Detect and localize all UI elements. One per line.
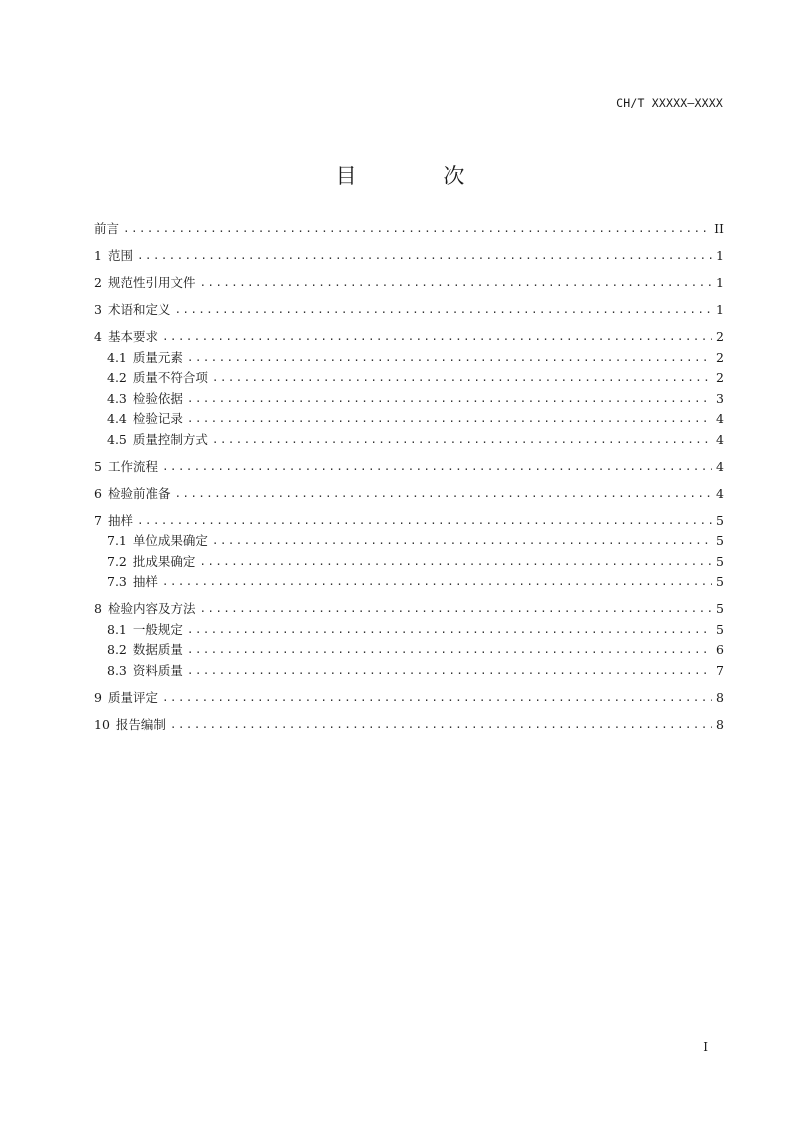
toc-entry-page: 5 [716, 533, 724, 548]
toc-entry-text: 单位成果确定 [132, 533, 208, 548]
dot-leader [199, 599, 712, 620]
dot-leader [187, 661, 712, 682]
toc-entry[interactable] [94, 640, 724, 661]
toc-entry-number: 8.1 [107, 621, 127, 637]
toc-entry-page: 5 [716, 601, 724, 616]
dot-leader [137, 511, 712, 532]
toc-entry-number: 4.4 [107, 411, 127, 426]
toc-entry-text: 质量控制方式 [132, 431, 208, 447]
toc-entry-page: 2 [716, 370, 724, 385]
toc-entry-number: 4 [94, 329, 102, 344]
dot-leader [137, 246, 712, 267]
toc-entry-page: 7 [716, 662, 724, 678]
dot-leader [162, 572, 712, 593]
toc-entry-text: 抽样 [132, 574, 158, 589]
toc-entry-page: 3 [716, 390, 724, 406]
toc-entry-label [107, 389, 183, 410]
toc-entry-label [94, 511, 133, 532]
toc-entry-label [107, 552, 195, 573]
toc-entry[interactable] [94, 715, 724, 736]
toc-entry-text: 抽样 [107, 512, 133, 528]
toc-entry-text: 质量评定 [107, 689, 158, 705]
dot-leader [174, 484, 712, 505]
dot-leader [187, 348, 712, 369]
toc-entry-text: 范围 [107, 248, 133, 263]
dot-leader [162, 688, 712, 709]
toc-entry-label [94, 599, 195, 620]
dot-leader [187, 389, 712, 410]
toc-entry-page: 2 [716, 349, 724, 365]
dot-leader [162, 327, 712, 348]
toc-entry-number: 2 [94, 275, 102, 290]
toc-entry-number: 7 [94, 512, 102, 528]
toc-entry[interactable] [94, 457, 724, 478]
toc-entry-page: 4 [716, 411, 724, 426]
page-number: I [703, 1040, 708, 1054]
dot-leader [162, 457, 712, 478]
toc-entry-text: 前言 [94, 221, 120, 236]
toc-entry-page: 2 [716, 329, 724, 344]
dot-leader [187, 409, 712, 430]
toc-entry-label [107, 620, 183, 641]
toc-entry-page: 8 [716, 689, 724, 705]
toc-entry[interactable] [94, 219, 724, 240]
toc-entry-number: 9 [94, 689, 102, 705]
standard-code: CH/T XXXXX—XXXX [616, 96, 723, 110]
toc-entry-page: 5 [716, 621, 724, 637]
toc-entry[interactable] [94, 511, 724, 532]
toc-entry-number: 4.3 [107, 390, 127, 406]
toc-entry[interactable] [94, 300, 724, 321]
toc-entry[interactable] [94, 620, 724, 641]
toc-entry-text: 质量元素 [132, 349, 183, 365]
toc-entry-text: 批成果确定 [132, 553, 196, 569]
toc-entry[interactable] [94, 599, 724, 620]
toc-entry[interactable] [94, 572, 724, 593]
dot-leader [187, 620, 712, 641]
toc-entry[interactable] [94, 368, 724, 389]
toc-entry-page: 4 [716, 458, 724, 474]
toc-entry-label [94, 327, 158, 348]
toc-entry[interactable] [94, 246, 724, 267]
toc-entry-label [107, 409, 183, 430]
toc-entry-text: 工作流程 [107, 458, 158, 474]
toc-entry-number: 8 [94, 601, 102, 616]
toc-entry-text: 报告编制 [115, 716, 166, 732]
toc-entry-number: 7.1 [107, 533, 127, 548]
toc-entry-number: 5 [94, 458, 102, 474]
toc-entry-page: II [714, 221, 724, 236]
toc-entry[interactable] [94, 389, 724, 410]
toc-entry-page: 5 [716, 574, 724, 589]
toc-entry-number: 3 [94, 302, 102, 317]
toc-entry[interactable] [94, 409, 724, 430]
toc-entry-text: 检验内容及方法 [107, 601, 196, 616]
toc-entry-page: 8 [716, 716, 724, 732]
toc-entry-label [94, 300, 170, 321]
toc-entry-text: 规范性引用文件 [107, 275, 196, 290]
toc-entry-text: 检验依据 [132, 390, 183, 406]
toc-entry-label [107, 572, 158, 593]
toc-entry-page: 5 [716, 553, 724, 569]
toc-entry-text: 检验前准备 [107, 485, 171, 501]
dot-leader [199, 552, 712, 573]
toc-entry[interactable] [94, 531, 724, 552]
toc-entry-page: 4 [716, 485, 724, 501]
toc-entry-label [94, 484, 170, 505]
toc-entry-number: 4.5 [107, 431, 127, 447]
dot-leader [199, 273, 712, 294]
toc-entry[interactable] [94, 348, 724, 369]
toc-entry-number: 7.3 [107, 574, 127, 589]
toc-entry-label [107, 430, 208, 451]
toc-entry-label [94, 246, 133, 267]
toc-entry-number: 4.2 [107, 370, 127, 385]
table-of-contents [94, 219, 724, 735]
toc-entry-page: 1 [716, 248, 724, 263]
toc-entry-page: 6 [716, 642, 724, 657]
toc-entry[interactable] [94, 552, 724, 573]
toc-entry-number: 1 [94, 248, 102, 263]
toc-entry-label [94, 273, 195, 294]
toc-entry-label [94, 715, 166, 736]
dot-leader [187, 640, 712, 661]
toc-entry-page: 1 [716, 302, 724, 317]
toc-entry-label [107, 640, 183, 661]
dot-leader [174, 300, 712, 321]
toc-entry-label [107, 531, 208, 552]
toc-title: 目 次 [335, 164, 505, 188]
toc-entry[interactable] [94, 273, 724, 294]
toc-entry-text: 质量不符合项 [132, 370, 208, 385]
toc-entry-page: 4 [716, 431, 724, 447]
dot-leader [170, 715, 712, 736]
toc-entry-text: 一般规定 [132, 621, 183, 637]
toc-entry[interactable] [94, 327, 724, 348]
toc-entry-label [94, 457, 158, 478]
toc-entry[interactable] [94, 661, 724, 682]
toc-entry-number: 7.2 [107, 553, 127, 569]
toc-entry[interactable] [94, 484, 724, 505]
toc-entry-page: 1 [716, 275, 724, 290]
toc-entry-number: 6 [94, 485, 102, 501]
toc-entry-label [107, 368, 208, 389]
toc-entry-label [107, 661, 183, 682]
toc-entry[interactable] [94, 430, 724, 451]
toc-entry-number: 8.3 [107, 662, 127, 678]
toc-entry-page: 5 [716, 512, 724, 528]
dot-leader [212, 531, 712, 552]
toc-entry[interactable] [94, 688, 724, 709]
toc-entry-text: 数据质量 [132, 642, 183, 657]
toc-entry-text: 检验记录 [132, 411, 183, 426]
dot-leader [212, 430, 712, 451]
toc-entry-label [107, 348, 183, 369]
toc-entry-text: 基本要求 [107, 329, 158, 344]
toc-entry-text: 术语和定义 [107, 302, 171, 317]
toc-entry-number: 10 [94, 716, 110, 732]
toc-entry-label [94, 688, 158, 709]
dot-leader [212, 368, 712, 389]
dot-leader [123, 219, 710, 240]
toc-entry-number: 4.1 [107, 349, 127, 365]
toc-entry-label [94, 219, 119, 240]
toc-entry-text: 资料质量 [132, 662, 183, 678]
toc-entry-number: 8.2 [107, 642, 127, 657]
